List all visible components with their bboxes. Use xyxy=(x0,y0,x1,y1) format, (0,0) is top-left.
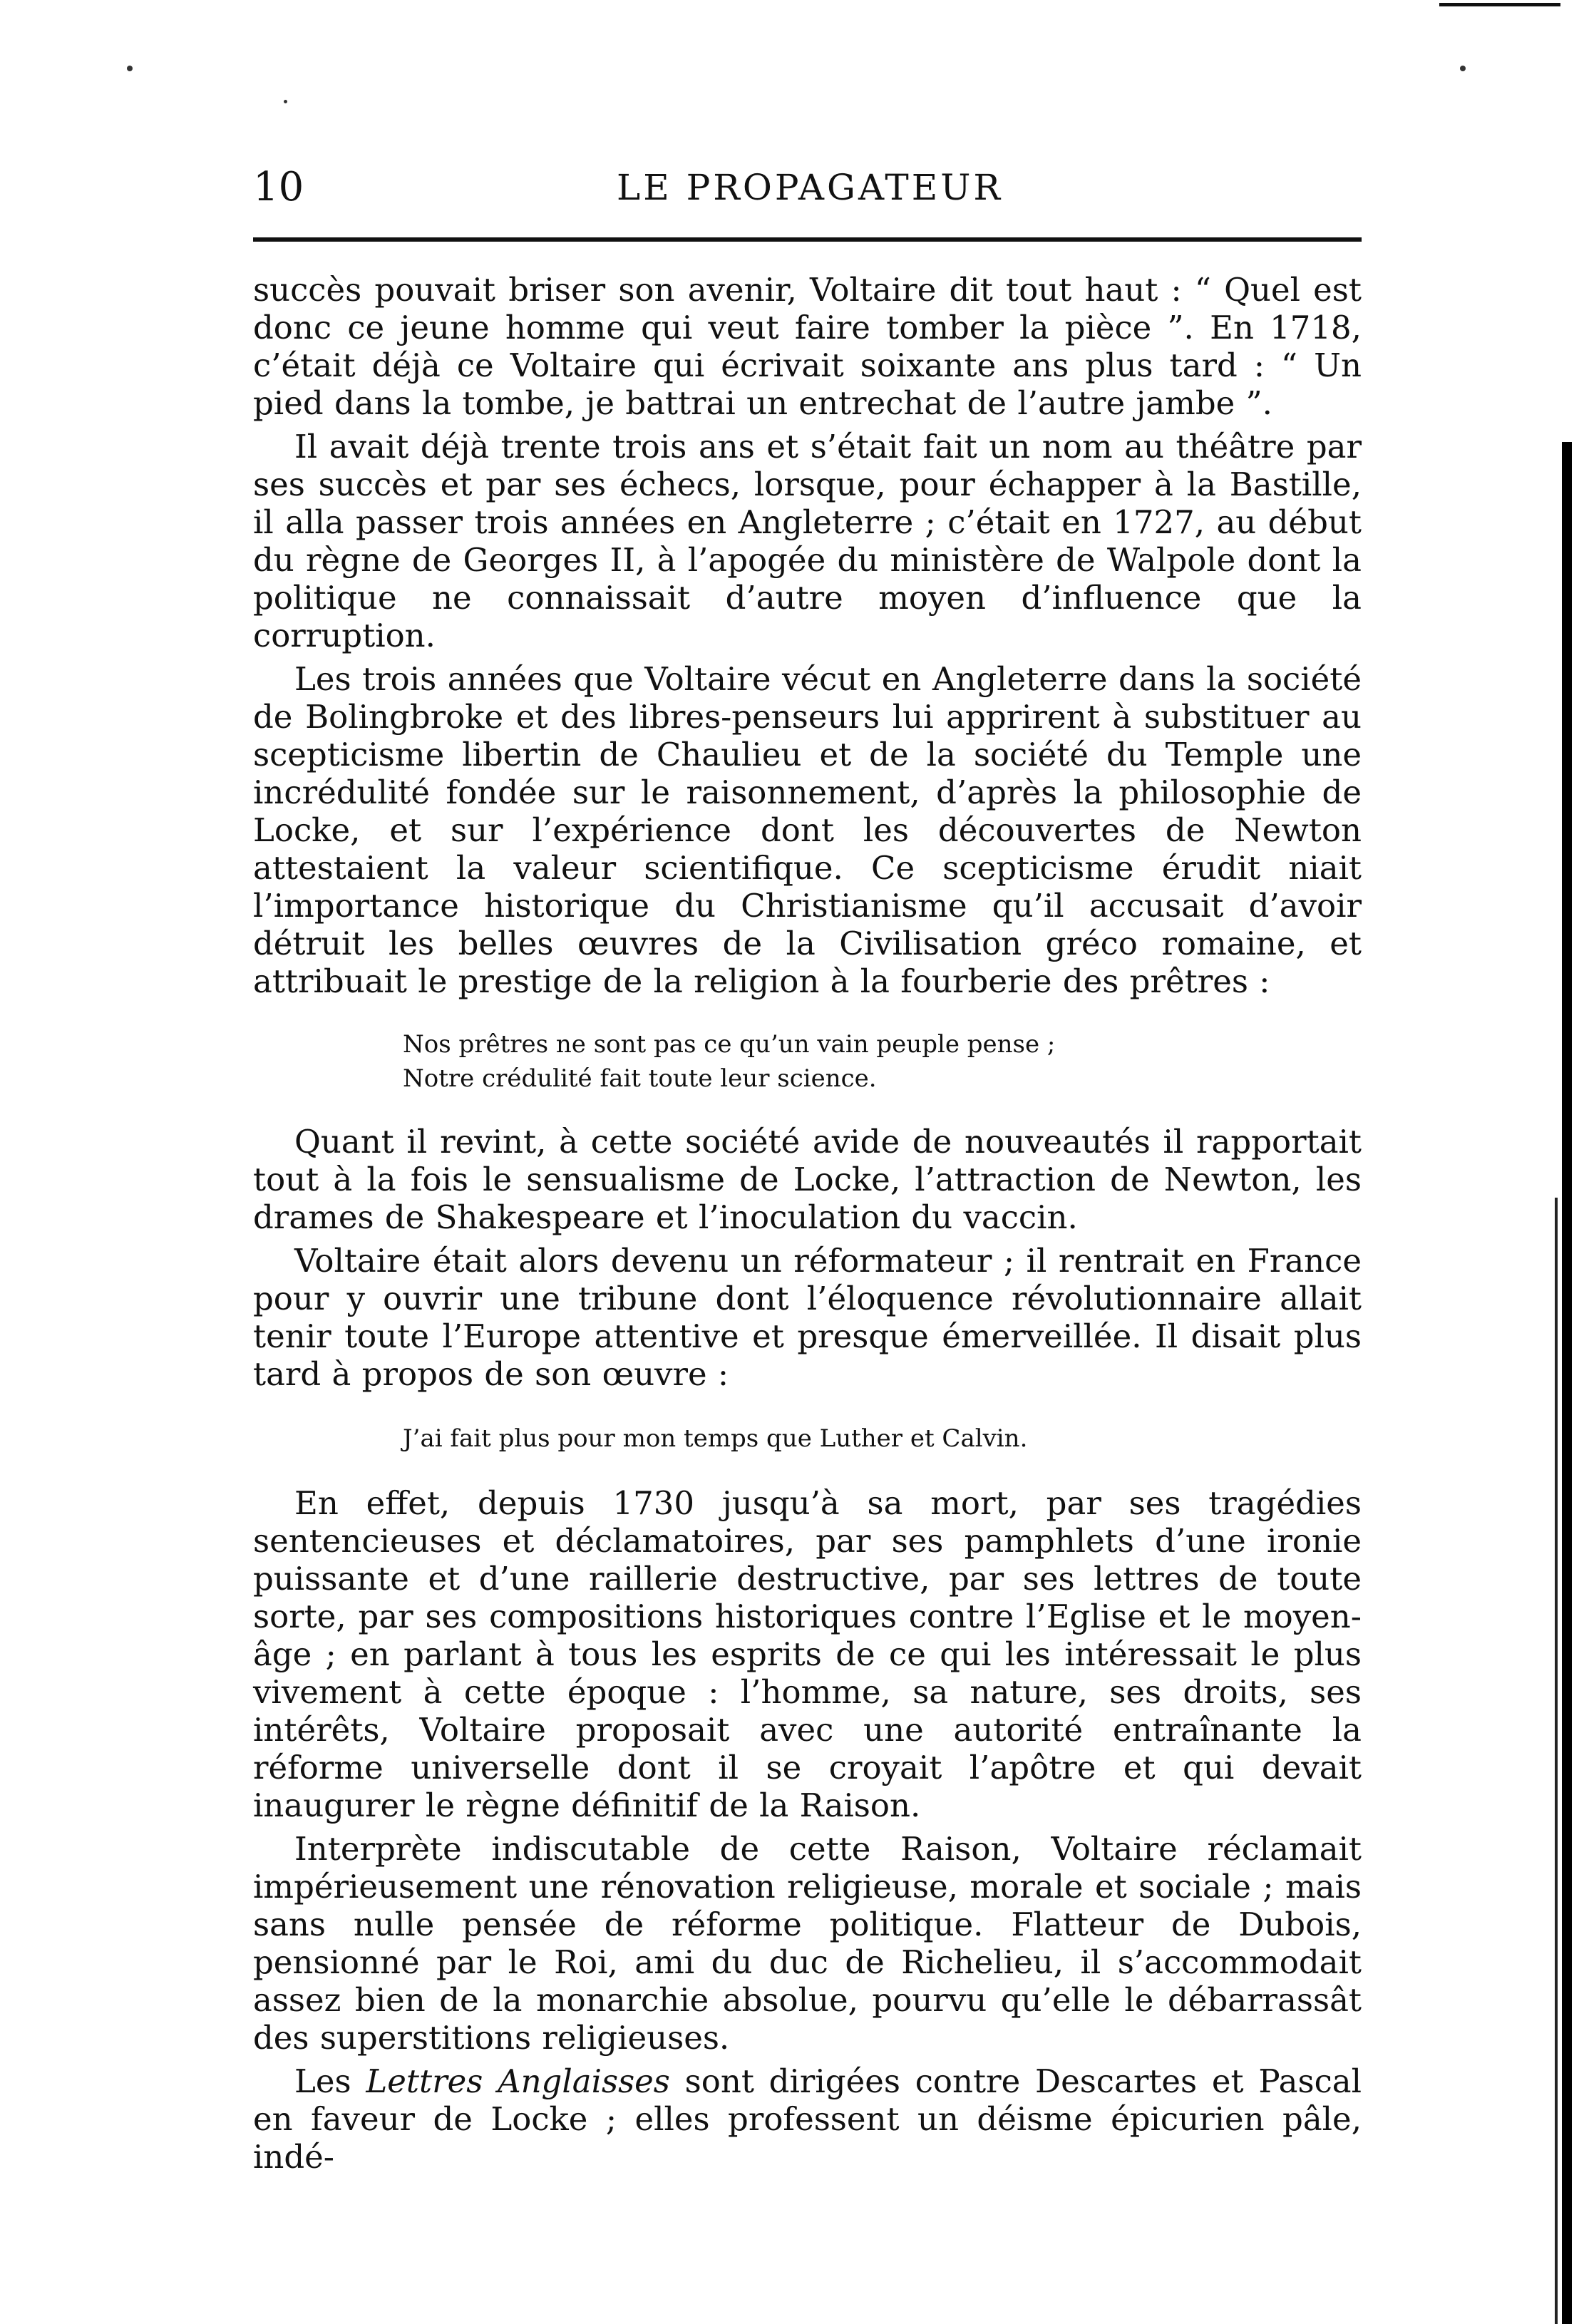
running-title: LE PROPAGATEUR xyxy=(617,167,1003,208)
paragraph xyxy=(253,2062,1362,2176)
paragraph: succès pouvait briser son avenir, Voltaire dit tout haut : “ Quel est donc ce jeune homme qui veut faire tomber la pièce ”. En 1718, c’était déjà ce Voltaire qui écrivait soixante ans plus tard : “ Un pied dans la tombe, je battrai un entrechat de l’autre jambe ”. xyxy=(253,271,1362,422)
page-number: 10 xyxy=(253,164,304,210)
page-header xyxy=(253,163,1362,212)
scan-edge-mark xyxy=(1439,3,1560,6)
paragraph: En effet, depuis 1730 jusqu’à sa mort, par ses tragédies sentencieuses et déclamatoires, par ses pamphlets d’une ironie puissante et d’une raillerie destructive, par ses lettres de toute sorte, par ses compositions historiques contre l’Eglise et le moyen-âge ; en parlant à tous les esprits de ce qui les intéressait le plus vivement à cette époque : l’homme, sa nature, ses droits, ses intérêts, Voltaire proposait avec une autorité entraînante la réforme universelle dont il se croyait l’apôtre et qui devait inaugurer le règne définitif de la Raison. xyxy=(253,1484,1362,1824)
scan-speck xyxy=(127,66,133,71)
paragraph: Voltaire était alors devenu un réformateur ; il rentrait en France pour y ouvrir une tribune dont l’éloquence révolutionnaire allait tenir toute l’Europe attentive et presque émerveillée. Il disait plus tard à propos de son œuvre : xyxy=(253,1242,1362,1393)
paragraph: Les trois années que Voltaire vécut en Angleterre dans la société de Bolingbroke et des libres-penseurs lui apprirent à substituer au scepticisme libertin de Chaulieu et de la société du Temple une incrédulité fondée sur le raisonnement, d’après la philosophie de Locke, et sur l’expérience dont les découvertes de Newton attestaient la valeur scientifique. Ce scepticisme érudit niait l’importance historique du Christianisme qu’il accusait d’avoir détruit les belles œuvres de la Civilisation gréco romaine, et attribuait le prestige de la religion à la fourberie des prêtres : xyxy=(253,660,1362,1000)
scan-edge-bar xyxy=(1562,442,1572,2324)
paragraph: Interprète indiscutable de cette Raison, Voltaire réclamait impérieusement une rénovation religieuse, morale et sociale ; mais sans nulle pensée de réforme politique. Flatteur de Dubois, pensionné par le Roi, ami du duc de Richelieu, il s’accommodait assez bien de la monarchie absolue, pourvu qu’elle le débarrassât des superstitions religieuses. xyxy=(253,1830,1362,2057)
header-rule xyxy=(253,237,1362,242)
paragraph: Il avait déjà trente trois ans et s’était fait un nom au théâtre par ses succès et par ses échecs, lorsque, pour échapper à la Bastille, il alla passer trois années en Angleterre ; c’était en 1727, au début du règne de Georges II, à l’apogée du ministère de Walpole dont la politique ne connaissait d’autre moyen d’influence que la corruption. xyxy=(253,428,1362,654)
book-title: Lettres Anglaisses xyxy=(366,2062,670,2100)
verse-line: Nos prêtres ne sont pas ce qu’un vain peuple pense ; xyxy=(403,1030,1056,1059)
body-text xyxy=(253,271,1362,2181)
verse-quote: J’ai fait plus pour mon temps que Luther et Calvin. xyxy=(403,1424,1028,1453)
verse-line: Notre crédulité fait toute leur science. xyxy=(403,1064,877,1093)
scan-speck xyxy=(1460,66,1466,71)
verse-quote xyxy=(403,1027,1362,1096)
scan-speck xyxy=(284,100,287,103)
scan-edge-line xyxy=(1555,1198,1558,2324)
paragraph-text: Les xyxy=(294,2062,366,2100)
paragraph: Quant il revint, à cette société avide de nouveautés il rapportait tout à la fois le sensualisme de Locke, l’attraction de Newton, les drames de Shakespeare et l’inoculation du vaccin. xyxy=(253,1123,1362,1236)
paragraph-text: sont dirigées contre Descartes et Pascal en faveur de Locke ; elles professent un déisme épicurien pâle, indé- xyxy=(253,2062,1362,2176)
